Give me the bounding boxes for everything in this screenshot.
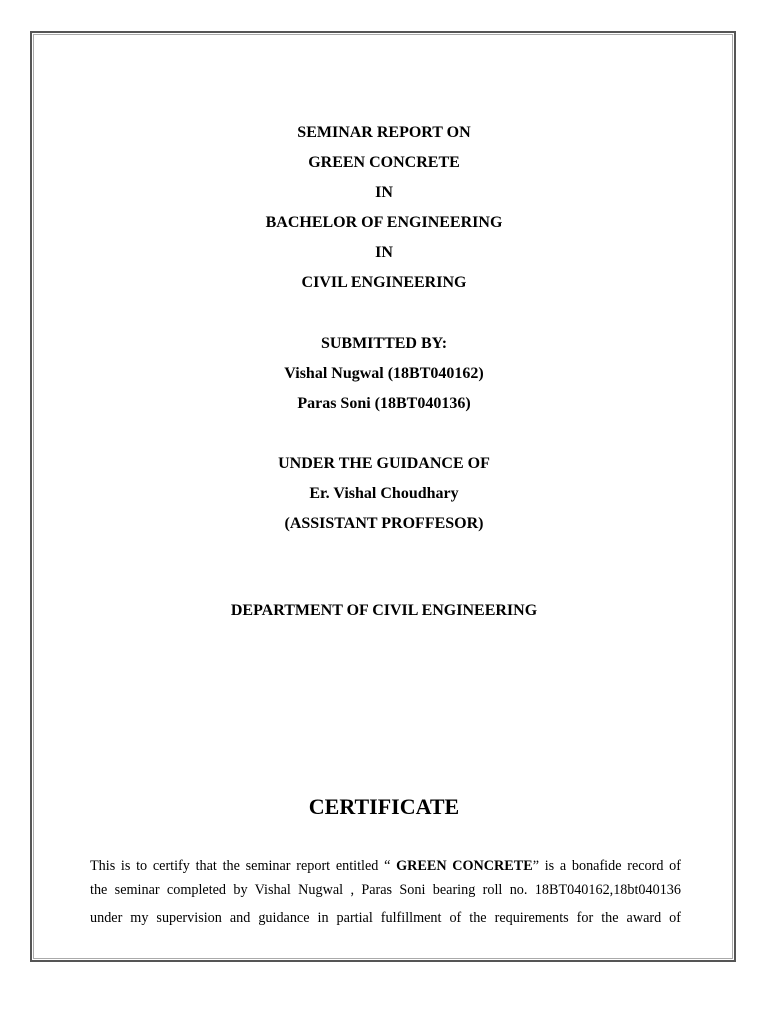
report-title-line-2: GREEN CONCRETE [308, 154, 460, 171]
certificate-text-segment: ” is a bonafide record of [532, 858, 681, 874]
report-title-line-5: IN [375, 244, 393, 261]
certificate-text-segment: This is to certify that the seminar report entitled “ [90, 858, 397, 874]
certificate-title: CERTIFICATE [308, 794, 460, 819]
guide-designation: (ASSISTANT PROFFESOR) [284, 515, 484, 532]
student-name: Vishal Nugwal (18BT040162) [284, 365, 484, 382]
report-title-line-4: BACHELOR OF ENGINEERING [265, 214, 503, 231]
department-name: DEPARTMENT OF CIVIL ENGINEERING [230, 602, 538, 619]
project-title-bold: GREEN CONCRETE [396, 858, 533, 874]
student-name: Paras Soni (18BT040136) [297, 395, 471, 412]
report-title-line-3: IN [375, 184, 393, 201]
certificate-text-line-3: under my supervision and guidance in partial fulfillment of the requirements for the award of [90, 910, 681, 926]
submitted-by-heading: SUBMITTED BY: [320, 335, 448, 352]
certificate-text-line-1 [90, 856, 681, 876]
guide-name: Er. Vishal Choudhary [309, 485, 459, 502]
report-title-line-1: SEMINAR REPORT ON [297, 124, 471, 141]
guidance-heading: UNDER THE GUIDANCE OF [278, 455, 490, 472]
report-title-line-6: CIVIL ENGINEERING [301, 274, 467, 291]
certificate-text-line-2: the seminar completed by Vishal Nugwal , Paras Soni bearing roll no. 18BT040162,18bt040136 [90, 882, 681, 898]
